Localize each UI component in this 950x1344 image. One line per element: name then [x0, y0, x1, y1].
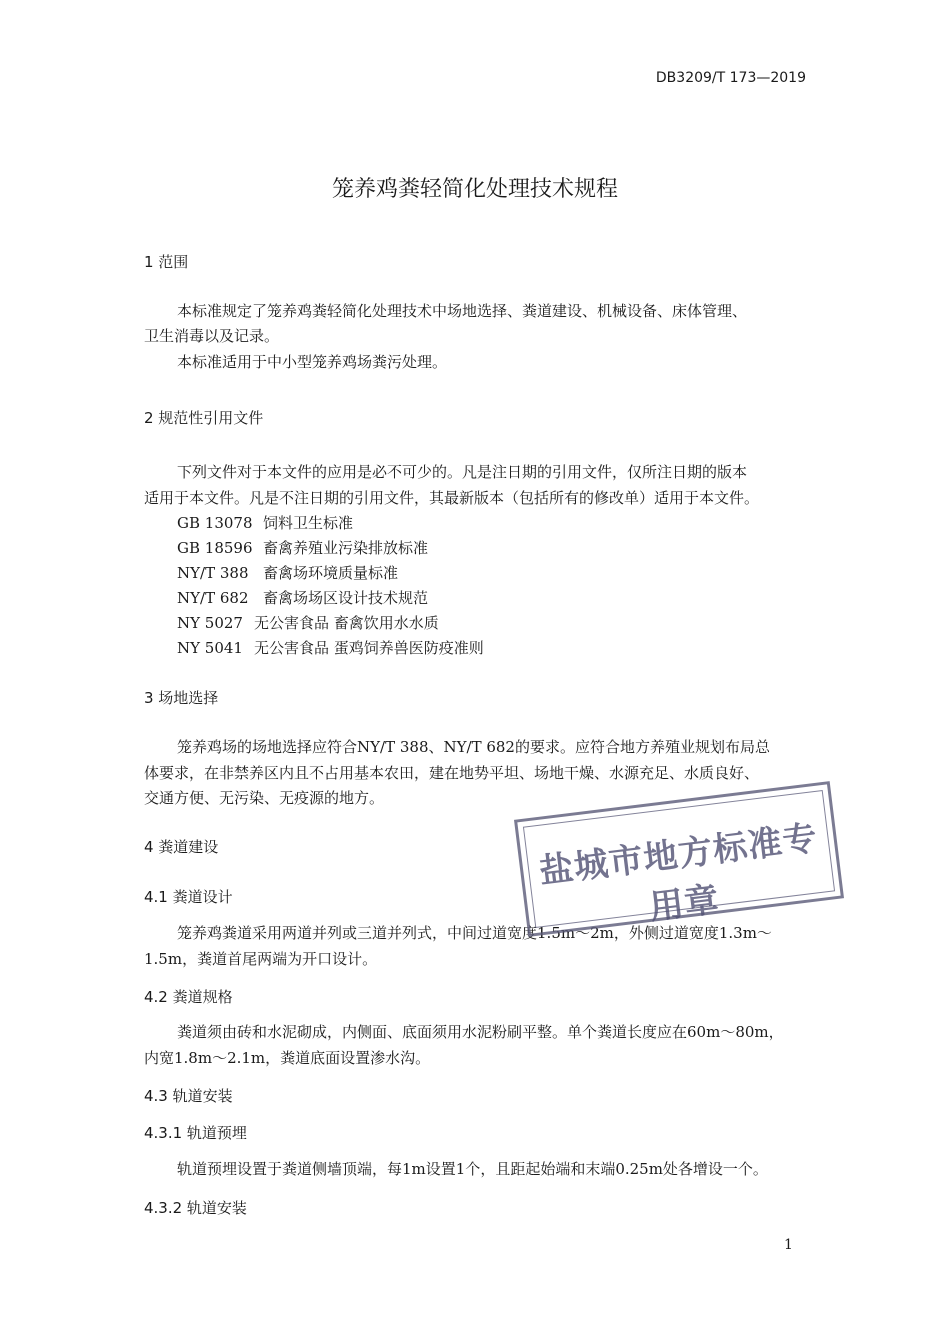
section-2-para-1-line-1: 下列文件对于本文件的应用是必不可少的。凡是注日期的引用文件，仅所注日期的版本: [177, 463, 748, 481]
section-4-3-1-line-1: 轨道预埋设置于粪道侧墙顶端，每1m设置1个，且距起始端和末端0.25m处各增设一个。: [177, 1160, 768, 1178]
section-3-line-2: 体要求，在非禁养区内且不占用基本农田，建在地势平坦、场地干燥、水源充足、水质良好、: [144, 764, 760, 782]
section-2-heading: 2 规范性引用文件: [144, 409, 264, 427]
reference-code: GB 13078: [177, 514, 253, 532]
section-2-para-1-line-2: 适用于本文件。凡是不注日期的引用文件，其最新版本（包括所有的修改单）适用于本文件。: [144, 489, 760, 507]
reference-code: NY 5027: [177, 614, 243, 632]
reference-name: 畜禽场场区设计技术规范: [263, 589, 429, 607]
section-3-heading: 3 场地选择: [144, 689, 219, 707]
official-stamp: [514, 781, 844, 937]
reference-code: NY/T 682: [177, 589, 249, 607]
page-number: 1: [784, 1237, 793, 1253]
reference-code: NY 5041: [177, 639, 243, 657]
section-4-3-heading: 4.3 轨道安装: [144, 1087, 233, 1105]
section-1-heading: 1 范围: [144, 253, 189, 271]
section-4-1-line-1: 笼养鸡粪道采用两道并列或三道并列式，中间过道宽度1.5m～2m，外侧过道宽度1.3m～: [177, 924, 772, 942]
reference-name: 畜禽养殖业污染排放标准: [263, 539, 429, 557]
doc-number: DB3209/T 173—2019: [655, 70, 806, 86]
reference-item: [177, 587, 428, 608]
reference-name: 畜禽场环境质量标准: [263, 564, 399, 582]
section-3-line-3: 交通方便、无污染、无疫源的地方。: [144, 789, 385, 807]
section-4-2-heading: 4.2 粪道规格: [144, 988, 233, 1006]
stamp-text: 盐城市地方标准专用章: [537, 818, 820, 928]
reference-code: NY/T 388: [177, 564, 249, 582]
reference-item: [177, 612, 439, 633]
section-1-para-2: 本标准适用于中小型笼养鸡场粪污处理。: [177, 353, 448, 371]
page-title: 笼养鸡粪轻简化处理技术规程: [331, 177, 618, 202]
reference-code: GB 18596: [177, 539, 253, 557]
section-4-2-line-2: 内宽1.8m～2.1m，粪道底面设置渗水沟。: [144, 1049, 431, 1067]
section-1-para-1-line-1: 本标准规定了笼养鸡粪轻简化处理技术中场地选择、粪道建设、机械设备、床体管理、: [177, 302, 748, 320]
section-4-heading: 4 粪道建设: [144, 838, 219, 856]
section-4-1-heading: 4.1 粪道设计: [144, 888, 233, 906]
reference-item: [177, 562, 398, 583]
reference-name: 无公害食品 蛋鸡饲养兽医防疫准则: [254, 639, 484, 657]
reference-item: [177, 537, 428, 558]
section-4-3-1-heading: 4.3.1 轨道预埋: [144, 1124, 247, 1142]
section-4-2-line-1: 粪道须由砖和水泥砌成，内侧面、底面须用水泥粉刷平整。单个粪道长度应在60m～80m，: [177, 1023, 784, 1041]
reference-item: [177, 512, 353, 533]
reference-name: 饲料卫生标准: [263, 514, 354, 532]
reference-name: 无公害食品 畜禽饮用水水质: [254, 614, 439, 632]
section-1-para-1-line-2: 卫生消毒以及记录。: [144, 327, 280, 345]
reference-item: [177, 637, 484, 658]
section-3-line-1: 笼养鸡场的场地选择应符合NY/T 388、NY/T 682的要求。应符合地方养殖业规划布局总: [177, 738, 770, 756]
section-4-3-2-heading: 4.3.2 轨道安装: [144, 1199, 247, 1217]
section-4-1-line-2: 1.5m，粪道首尾两端为开口设计。: [144, 950, 378, 968]
